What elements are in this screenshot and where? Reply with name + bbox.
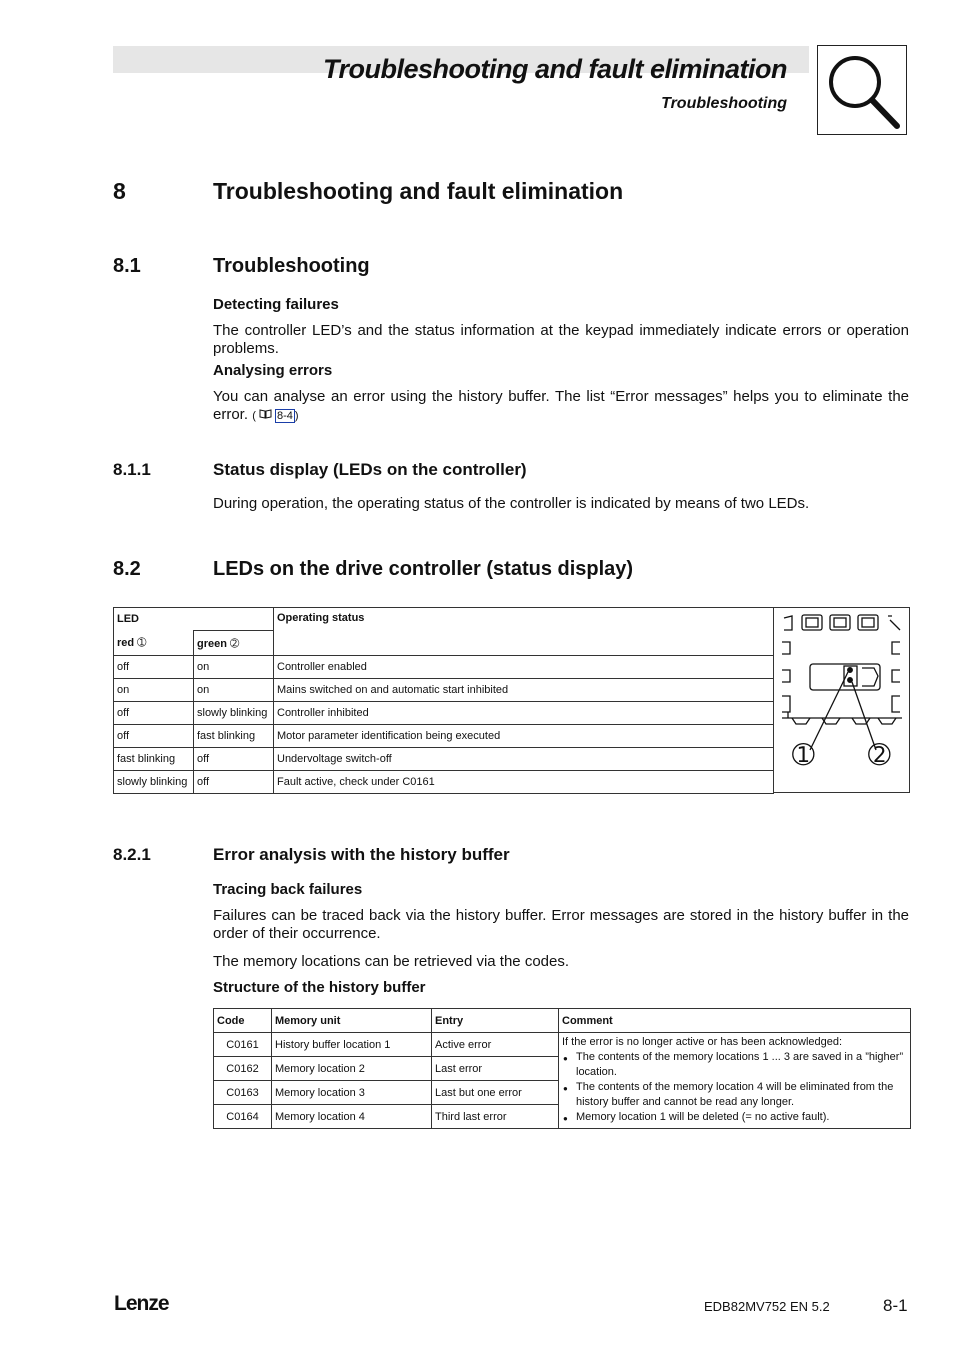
table-header-comment: Comment: [559, 1009, 911, 1033]
cell-comment: [559, 1033, 911, 1129]
document-id: EDB82MV752 EN 5.2: [704, 1299, 830, 1314]
cell-status: Motor parameter identification being executed: [274, 725, 774, 748]
ref-close: ): [294, 410, 299, 422]
cell-status: Fault active, check under C0161: [274, 771, 774, 794]
section-number: 8: [113, 178, 126, 204]
list-item: ● The contents of the memory location 4 will be eliminated from the history buffer and cannot be read any longer.: [576, 1080, 907, 1110]
section-title: Status display (LEDs on the controller): [213, 460, 527, 479]
section-title: Error analysis with the history buffer: [213, 845, 510, 864]
table-row: [114, 725, 774, 748]
cell-entry: Active error: [432, 1033, 559, 1057]
table-row: [114, 748, 774, 771]
cell-code: C0164: [214, 1105, 272, 1129]
cell-code: C0162: [214, 1057, 272, 1081]
cell-entry: Last but one error: [432, 1081, 559, 1105]
table-row: [114, 656, 774, 679]
paragraph-status: During operation, the operating status of the controller is indicated by means of two LEDs.: [213, 495, 810, 512]
cell-green: on: [194, 656, 274, 679]
lenze-logo: Lenze: [114, 1292, 169, 1315]
cell-green: off: [194, 748, 274, 771]
paragraph-detecting: The controller LED’s and the status information at the keypad immediately indicate errors or operation problems.: [213, 322, 909, 357]
section-number: 8.2: [113, 558, 141, 580]
section-title: LEDs on the drive controller (status display): [213, 558, 634, 580]
section-number: 8.2.1: [113, 845, 151, 864]
paragraph-analysing: [213, 388, 909, 425]
cell-red: slowly blinking: [114, 771, 194, 794]
table-header-led: LED: [114, 608, 274, 631]
table-header-code: Code: [214, 1009, 272, 1033]
paragraph-tracing: Failures can be traced back via the history buffer. Error messages are stored in the history buffer in the order of their occurrence.: [213, 907, 909, 942]
ref-page: 8-4: [276, 410, 293, 422]
cell-memory: History buffer location 1: [272, 1033, 432, 1057]
magnifier-icon: [817, 45, 907, 135]
cell-entry: Third last error: [432, 1105, 559, 1129]
section-number: 8.1.1: [113, 460, 151, 479]
table-row: [114, 679, 774, 702]
list-item: ● The contents of the memory locations 1 ... 3 are saved in a ”higher” location.: [576, 1050, 907, 1080]
cell-green: on: [194, 679, 274, 702]
page-number: 8-1: [883, 1296, 908, 1315]
cell-memory: Memory location 2: [272, 1057, 432, 1081]
section-number: 8.1: [113, 255, 141, 277]
book-icon: [256, 410, 275, 422]
header-title: Troubleshooting and fault elimination: [323, 54, 787, 84]
table-row: [114, 771, 774, 794]
table-header-green: green ➁: [194, 631, 274, 656]
cell-code: C0161: [214, 1033, 272, 1057]
cell-status: Mains switched on and automatic start inhibited: [274, 679, 774, 702]
cell-green: slowly blinking: [194, 702, 274, 725]
page-reference[interactable]: [252, 407, 298, 425]
callout-label-2: ➁: [868, 740, 891, 770]
cell-memory: Memory location 4: [272, 1105, 432, 1129]
table-row: [114, 702, 774, 725]
paragraph-memory: The memory locations can be retrieved via the codes.: [213, 953, 570, 970]
section-title: Troubleshooting: [213, 255, 370, 277]
ref-open: (: [252, 410, 256, 422]
cell-red: on: [114, 679, 194, 702]
cell-status: Controller inhibited: [274, 702, 774, 725]
cell-green: fast blinking: [194, 725, 274, 748]
subheading-tracing: Tracing back failures: [213, 881, 363, 898]
table-header-red: red ➀: [114, 631, 194, 656]
comment-intro: If the error is no longer active or has been acknowledged:: [562, 1036, 843, 1048]
cell-status: Controller enabled: [274, 656, 774, 679]
led-status-table: [113, 607, 774, 794]
subheading-detecting: Detecting failures: [213, 296, 339, 313]
cell-status: Undervoltage switch-off: [274, 748, 774, 771]
list-item: ● Memory location 1 will be deleted (= no active fault).: [576, 1110, 907, 1125]
comment-list: [562, 1050, 907, 1125]
cell-red: off: [114, 725, 194, 748]
cell-red: off: [114, 702, 194, 725]
subheading-structure: Structure of the history buffer: [213, 979, 426, 996]
subheading-analysing: Analysing errors: [213, 362, 333, 379]
cell-green: off: [194, 771, 274, 794]
table-row: [214, 1033, 911, 1057]
paragraph-analysing-text: You can analyse an error using the history buffer. The list “Error messages” helps you to eliminate the error.: [213, 388, 909, 423]
cell-code: C0163: [214, 1081, 272, 1105]
controller-led-figure: [773, 607, 910, 793]
section-title: Troubleshooting and fault elimination: [213, 178, 624, 204]
cell-memory: Memory location 3: [272, 1081, 432, 1105]
cell-entry: Last error: [432, 1057, 559, 1081]
callout-label-1: ➀: [792, 740, 815, 770]
table-header-status: Operating status: [274, 608, 774, 656]
cell-red: fast blinking: [114, 748, 194, 771]
cell-red: off: [114, 656, 194, 679]
history-buffer-table: [213, 1008, 911, 1129]
table-header-entry: Entry: [432, 1009, 559, 1033]
table-header-memory: Memory unit: [272, 1009, 432, 1033]
header-subtitle: Troubleshooting: [661, 95, 787, 112]
